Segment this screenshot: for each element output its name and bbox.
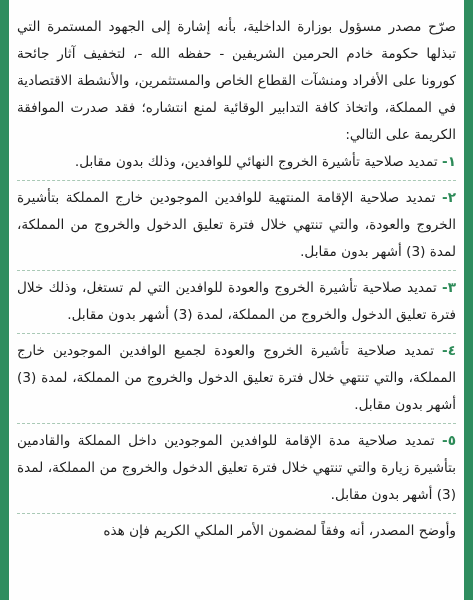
list-item-1 [17, 149, 456, 181]
item-text: تمديد صلاحية تأشيرة الخروج والعودة لجميع الوافدين الموجودين خارج المملكة، والتي تنتهي خلال فترة تعليق الدخول والخروج من المملكة، لمدة (3) أشهر بدون مقابل. [17, 343, 456, 413]
list-item-3 [17, 275, 456, 334]
list-item-2 [17, 185, 456, 271]
list-item-5 [17, 428, 456, 514]
item-number: ٢- [442, 190, 456, 206]
item-text: تمديد صلاحية تأشيرة الخروج النهائي للوافدين، وذلك بدون مقابل. [74, 154, 438, 170]
article-body [9, 0, 464, 600]
item-number: ٥- [442, 433, 457, 449]
left-green-border [0, 0, 9, 600]
item-text: تمديد صلاحية مدة الإقامة للوافدين الموجودين داخل المملكة والقادمين بتأشيرة زيارة والتي تنتهي خلال فترة تعليق الدخول والخروج من المملكة، لمدة (3) أشهر بدون مقابل. [17, 433, 456, 503]
right-green-border [464, 0, 473, 600]
list-item-4 [17, 338, 456, 424]
intro-paragraph: صرّح مصدر مسؤول بوزارة الداخلية، بأنه إشارة إلى الجهود المستمرة التي تبذلها حكومة خادم الحرمين الشريفين - حفظه الله -، لتخفيف آثار جائحة كورونا على الأفراد ومنشآت القطاع الخاص والمستثمرين، والأنشطة الاقتصادية في المملكة، واتخاذ كافة التدابير الوقائية لمنع انتشاره؛ فقد صدرت الموافقة الكريمة على التالي: [17, 19, 456, 143]
item-text: تمديد صلاحية الإقامة المنتهية للوافدين الموجودين خارج المملكة بتأشيرة الخروج والعودة، والتي تنتهي خلال فترة تعليق الدخول والخروج من المملكة، لمدة (3) أشهر بدون مقابل. [17, 190, 456, 260]
item-number: ٣- [442, 280, 456, 296]
closing-paragraph: وأوضح المصدر، أنه وفقاً لمضمون الأمر الملكي الكريم فإن هذه [103, 523, 456, 539]
item-number: ٤- [442, 343, 456, 359]
item-text: تمديد صلاحية تأشيرة الخروج والعودة للوافدين التي لم تستغل، وذلك خلال فترة تعليق الدخول والخروج من المملكة، لمدة (3) أشهر بدون مقابل. [17, 280, 456, 323]
item-number: ١- [442, 154, 456, 170]
